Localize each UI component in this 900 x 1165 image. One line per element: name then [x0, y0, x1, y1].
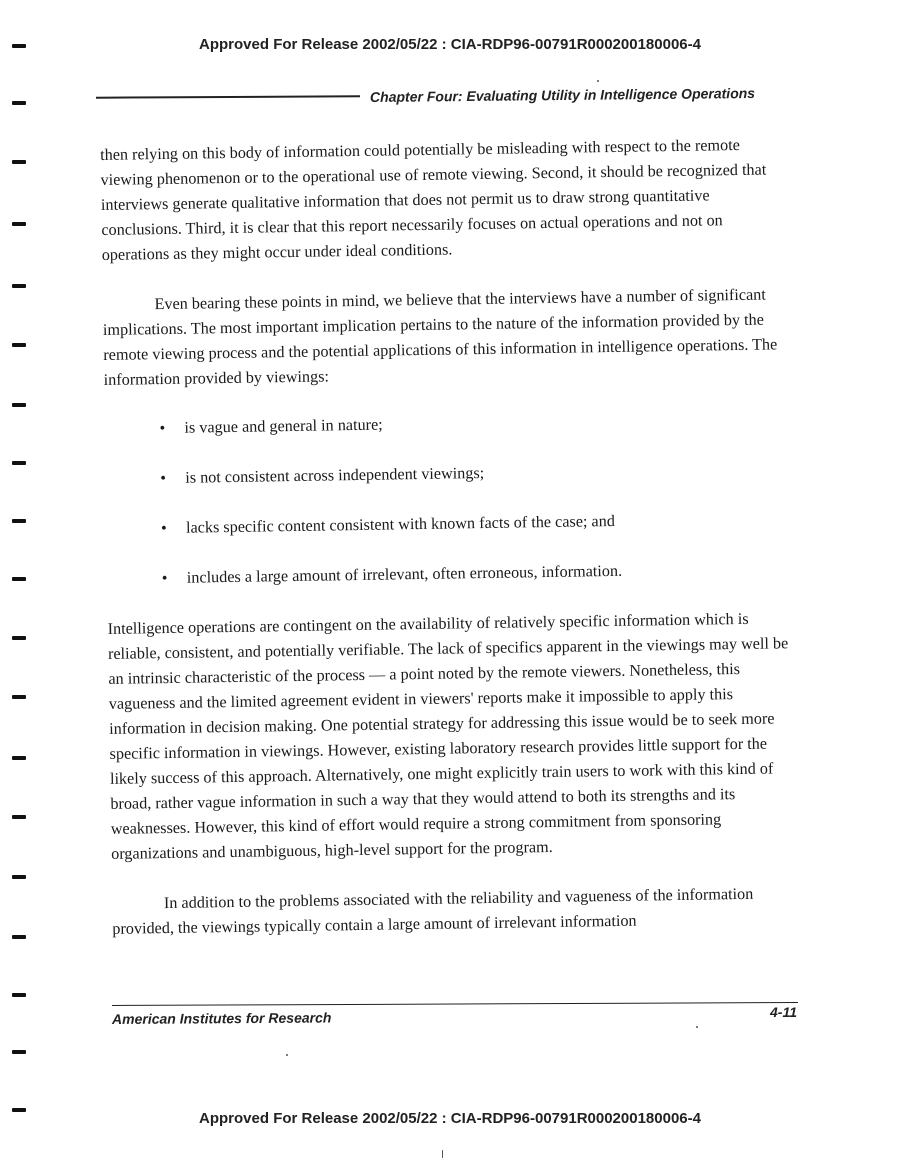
- scan-edge-mark: [12, 756, 26, 760]
- scan-edge-mark: [12, 44, 26, 48]
- scan-edge-mark: [12, 993, 26, 997]
- bullet-icon: •: [161, 568, 168, 588]
- scan-edge-mark: [12, 636, 26, 640]
- list-item: [104, 406, 794, 442]
- scan-edge-mark: [12, 101, 26, 105]
- scan-speck: [286, 1054, 288, 1056]
- bullet-icon: •: [159, 419, 166, 438]
- scan-edge-mark: [12, 695, 26, 699]
- scan-speck: [696, 1026, 698, 1028]
- scan-edge-mark: [12, 815, 26, 819]
- paragraph-4: In addition to the problems associated with the reliability and vagueness of the information provided, the viewings typically contain a large amount of irrelevant information: [112, 884, 754, 938]
- scan-edge-mark: [12, 461, 26, 465]
- list-item: [107, 556, 797, 592]
- list-item-text: lacks specific content consistent with known facts of the case; and: [185, 511, 615, 537]
- paragraph-2: Even bearing these points in mind, we believe that the interviews have a number of significant implications. The most important implication pertains to the nature of the information provided by the remote viewing process and the potential applications of this information in intelligence operations. The information provided by viewings:: [102, 285, 778, 389]
- scan-edge-mark: [12, 1050, 26, 1054]
- scan-edge-mark: [12, 284, 26, 288]
- page-number: 4-11: [770, 1004, 797, 1020]
- scan-speck: [597, 80, 599, 82]
- scan-edge-mark: [12, 343, 26, 347]
- list-item-text: is vague and general in nature;: [184, 415, 383, 437]
- scan-edge-mark: [12, 875, 26, 879]
- list-item-text: includes a large amount of irrelevant, often erroneous, information.: [186, 561, 623, 587]
- list-item-text: is not consistent across independent viewings;: [185, 464, 485, 487]
- footer-rule: [112, 1002, 798, 1006]
- scan-edge-mark: [12, 935, 26, 939]
- scan-edge-mark: [12, 222, 26, 226]
- paragraph-3: Intelligence operations are contingent on the availability of relatively specific information which is reliable, consistent, and potentially verifiable. The lack of specifics apparent in the viewings may well be an intrinsic characteristic of the process — a point noted by the remote viewers. Nonetheless, this vagueness and the limited agreement evident in viewers' reports make it impossible to apply this information in decision making. One potential strategy for addressing this issue would be to seek more specific information in viewings. However, existing laboratory research provides little support for the likely success of this approach. Alternatively, one might explicitly train users to work with this kind of broad, rather vague information in such a way that they would attend to both its strengths and its weaknesses. However, this kind of effort would require a strong commitment from sponsoring organizations and unambiguous, high-level support for the program.: [107, 609, 789, 863]
- findings-list: [104, 406, 797, 592]
- bullet-icon: •: [160, 469, 167, 488]
- chapter-title: Chapter Four: Evaluating Utility in Intelligence Operations: [369, 84, 756, 105]
- body-text: [100, 132, 802, 942]
- footer-organization: American Institutes for Research: [111, 1009, 332, 1027]
- header-rule: [96, 95, 360, 98]
- paragraph-1: then relying on this body of information could potentially be misleading with respect to the remote viewing phenomenon or to the operational use of remote viewing. Second, it should be recognized that interviews generate qualitative information that does not permit us to draw strong quantitative conclusions. Third, it is clear that this report necessarily focuses on actual operations and not on operations as they might occur under ideal conditions.: [100, 135, 767, 264]
- scan-speck: [442, 1150, 443, 1158]
- scan-edge-mark: [12, 160, 26, 164]
- scan-edge-mark: [12, 577, 26, 581]
- scan-edge-mark: [12, 519, 26, 523]
- scan-edge-mark: [12, 1108, 26, 1112]
- release-stamp-bottom: Approved For Release 2002/05/22 : CIA-RDP96-00791R000200180006-4: [199, 1110, 701, 1127]
- release-stamp-top: Approved For Release 2002/05/22 : CIA-RDP96-00791R000200180006-4: [199, 36, 701, 53]
- scan-edge-mark: [12, 403, 26, 407]
- list-item: [106, 506, 796, 542]
- list-item: [105, 456, 795, 492]
- bullet-icon: •: [160, 519, 167, 538]
